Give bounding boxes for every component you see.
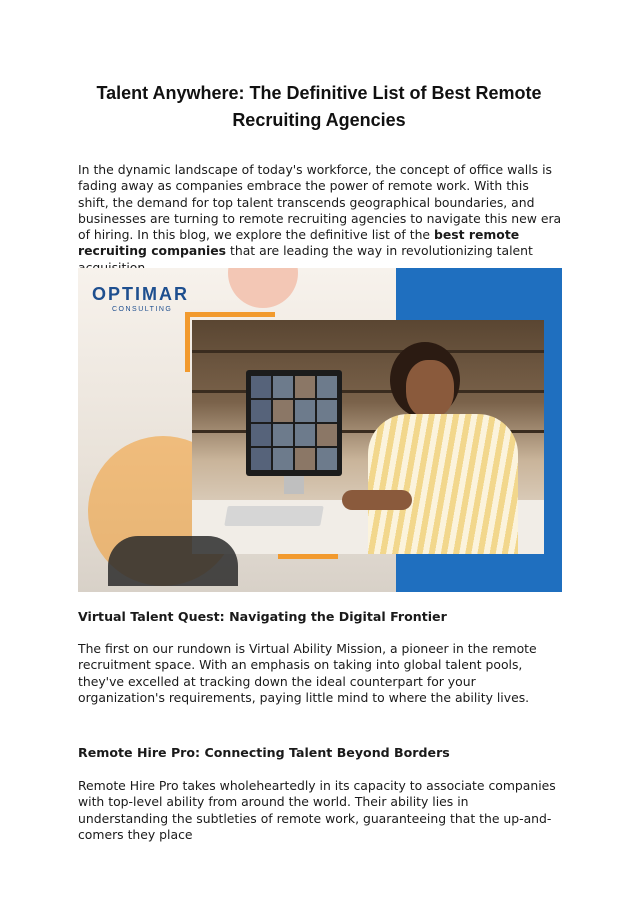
logo-subtitle: CONSULTING [112,306,173,313]
logo-wordmark: OPTIMAR [92,284,189,304]
person-arm [342,490,412,510]
orange-accent-bar-vertical [185,312,190,372]
orange-accent-bar-bottom [278,554,338,559]
video-call-grid [251,376,337,470]
section-heading: Remote Hire Pro: Connecting Talent Beyond Borders [78,745,450,760]
office-photo [192,320,544,554]
hero-image [78,268,562,592]
intro-text-end: that are leading the way in revolutionizing talent [230,243,533,259]
bookshelf-line [192,350,544,353]
foreground-hand [108,536,238,586]
orange-accent-bar [185,312,275,317]
section-paragraph: Remote Hire Pro takes wholeheartedly in its capacity to associate companies with top-level ability from around the world. Their ability lies in understanding the subtleties of remote work, guaranteeing that the up-and-comers they place [78,778,556,842]
intro-paragraph [78,162,562,276]
intro-text: In the dynamic landscape of today's workforce, the concept of office walls is fading away as companies embrace the power of remote work. With this shift, the demand for top talent transcends geographical boundaries, and businesses are turning to remote recruiting agencies to navigate this new era of hiring. In this blog, we explore the definitive list of the [78,162,562,243]
laptop [224,506,324,526]
section-paragraph: The first on our rundown is Virtual Ability Mission, a pioneer in the remote recruitment space. With an emphasis on taking into global talent pools, they've excelled at tracking down the ideal counterpart for your organization's requirements, paying little mind to where the ability lives. [78,641,537,705]
bookshelf-line [192,390,544,393]
monitor-stand [284,476,304,494]
monitor [246,370,342,476]
optimar-logo [92,284,189,313]
person-face [406,360,454,418]
section-heading: Virtual Talent Quest: Navigating the Digital Frontier [78,609,447,624]
intro-bold-phrase: best remote recruiting companies [78,227,520,259]
person-striped-shirt [368,414,518,554]
document-title: Talent Anywhere: The Definitive List of Best Remote Recruiting Agencies [96,83,542,130]
